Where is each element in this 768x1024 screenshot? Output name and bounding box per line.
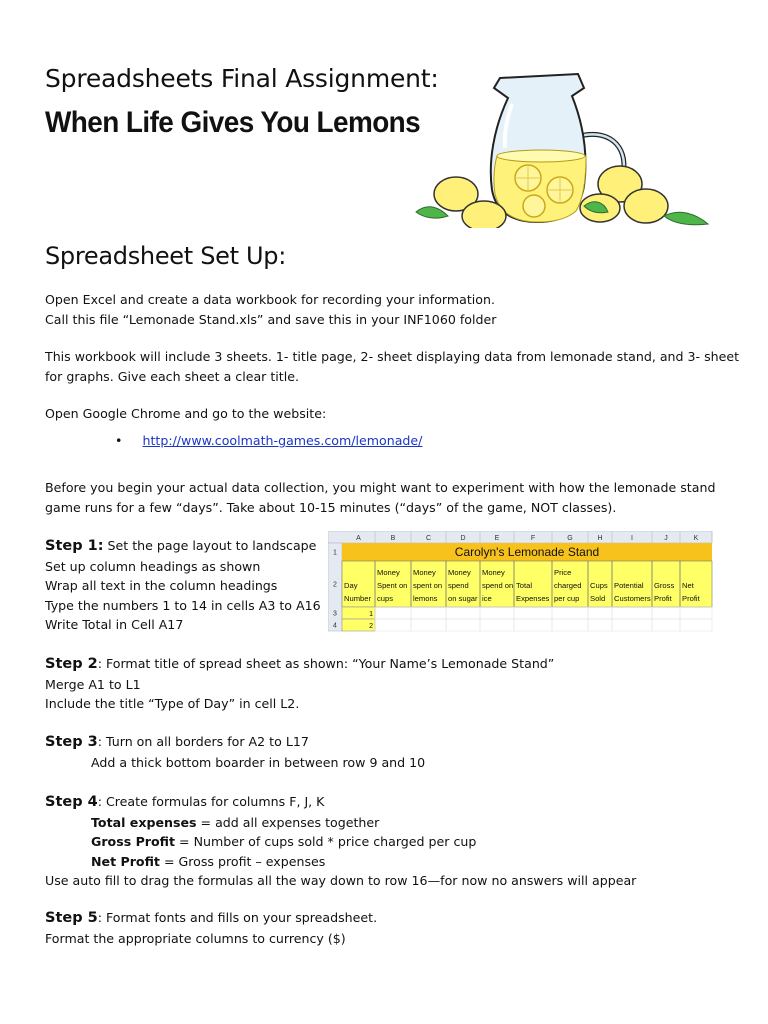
text-line: Open Excel and create a data workbook for recording your information. (45, 292, 495, 307)
column-letter-A: A (356, 535, 361, 542)
step-label: Step 1: (45, 538, 104, 554)
text-line: Include the title “Type of Day” in cell L2. (45, 696, 300, 711)
column-letter-B: B (390, 535, 396, 542)
heading-text: spend (448, 581, 469, 590)
row-number-2: 2 (333, 581, 337, 589)
row-number-4: 4 (333, 622, 337, 630)
text-line: Before you begin your actual data collection, you might want to experiment with how the lemonade stand (45, 480, 716, 495)
heading-text: spend on (482, 581, 514, 590)
term-net-profit: Net Profit (91, 853, 160, 869)
text-line: Write Total in Cell A17 (45, 617, 184, 632)
text-line: game runs for a few “days”. Take about 10-15 minutes (“days” of the game, NOT classes). (45, 499, 617, 515)
text-line: : Format title of spread sheet as shown: “Your Name’s Lemonade Stand” (97, 656, 555, 671)
column-letter-G: G (567, 535, 573, 542)
text-line: Set up column headings as shown (45, 558, 261, 574)
heading-text: spent on (413, 581, 443, 590)
step-label: Step 4 (45, 794, 98, 810)
step-3 (45, 732, 735, 772)
text-line: Wrap all text in the column headings (45, 578, 278, 593)
text-line: = Gross profit – expenses (159, 853, 326, 869)
text-line: Use auto fill to drag the formulas all the way down to row 16—for now no answers will appear (45, 873, 637, 888)
column-letter-H: H (597, 535, 603, 542)
column-letter-F: F (530, 535, 536, 542)
step-4 (45, 792, 735, 891)
heading-text: Sold (590, 594, 606, 603)
step-2 (45, 654, 735, 714)
heading-text: Customers (614, 594, 651, 603)
text-line: for graphs. Give each sheet a clear title. (45, 368, 299, 384)
bullet-icon: • (115, 433, 123, 448)
setup-paragraph-2 (45, 347, 740, 386)
step-1 (45, 536, 335, 635)
text-line: Merge A1 to L1 (45, 676, 141, 692)
text-line: : Format fonts and fills on your spreadsheet. (97, 910, 378, 925)
text-line: : Create formulas for columns F, J, K (97, 794, 325, 809)
column-letter-J: J (664, 535, 668, 542)
heading-text: lemons (413, 594, 438, 603)
heading-text: Net (682, 581, 694, 590)
text-line: = add all expenses together (196, 814, 380, 830)
text-line: : Turn on all borders for A2 to L17 (97, 734, 309, 749)
heading-text: cups (377, 594, 394, 603)
text-line: Format the appropriate columns to currency ($) (45, 930, 346, 946)
heading-text: Money (448, 568, 471, 577)
step-5 (45, 908, 735, 948)
text-line: Set the page layout to landscape (103, 538, 317, 553)
column-letter-D: D (460, 535, 466, 542)
setup-paragraph-1 (45, 290, 735, 329)
row-number-1: 1 (333, 549, 337, 557)
coolmath-link[interactable]: http://www.coolmath-games.com/lemonade/ (142, 433, 423, 448)
text-line: = Number of cups sold * price charged per cup (175, 834, 477, 849)
heading-text: Day (344, 581, 358, 590)
lemonade-pitcher-illustration (408, 66, 738, 228)
section-heading: Spreadsheet Set Up: (45, 242, 287, 270)
term-total-expenses: Total expenses (91, 814, 197, 830)
heading-text: Expenses (516, 594, 550, 603)
assignment-title: Spreadsheets Final Assignment: (45, 64, 439, 93)
setup-paragraph-4 (45, 478, 735, 517)
spreadsheet-title: Carolyn's Lemonade Stand (454, 545, 600, 559)
setup-paragraph-3 (45, 404, 735, 424)
heading-text: Number (344, 594, 372, 603)
spreadsheet-example (328, 531, 724, 639)
heading-text: Total (516, 581, 533, 590)
heading-text: charged (554, 581, 582, 590)
column-letter-C: C (425, 535, 432, 542)
text-line: Call this file “Lemonade Stand.xls” and save this in your INF1060 folder (45, 311, 497, 327)
heading-text: Profit (654, 594, 672, 603)
spreadsheet-grid (328, 531, 724, 639)
website-bullet (115, 431, 715, 451)
step-label: Step 5 (45, 910, 98, 926)
heading-text: Spent on (377, 581, 408, 590)
heading-text: Cups (590, 581, 608, 590)
text-line: Type the numbers 1 to 14 in cells A3 to A16 (45, 597, 321, 613)
cell-a4-value: 2 (369, 623, 373, 630)
cell-a3-value: 1 (369, 611, 373, 618)
text-line: This workbook will include 3 sheets. 1- title page, 2- sheet displaying data from lemonade stand, and 3- sheet (45, 349, 740, 364)
heading-text: Gross (654, 581, 675, 590)
assignment-subtitle: When Life Gives You Lemons (45, 106, 421, 139)
text-line: Open Google Chrome and go to the website: (45, 406, 327, 421)
step-label: Step 2 (45, 656, 98, 672)
heading-text: on sugar (448, 594, 478, 603)
column-letter-I: I (631, 535, 633, 542)
heading-text: per cup (554, 594, 580, 603)
heading-text: Money (377, 568, 400, 577)
heading-text: ice (482, 594, 492, 603)
term-gross-profit: Gross Profit (91, 834, 176, 849)
heading-text: Money (482, 568, 505, 577)
heading-text: Potential (614, 581, 644, 590)
heading-text: Profit (682, 594, 700, 603)
column-letter-K: K (693, 535, 699, 542)
column-letter-E: E (494, 535, 500, 542)
step-label: Step 3 (45, 734, 98, 750)
heading-text: Price (554, 568, 572, 577)
text-line: Add a thick bottom boarder in between row 9 and 10 (91, 754, 426, 770)
column-header-bar (328, 531, 712, 543)
row-number-3: 3 (333, 610, 337, 618)
heading-text: Money (413, 568, 436, 577)
